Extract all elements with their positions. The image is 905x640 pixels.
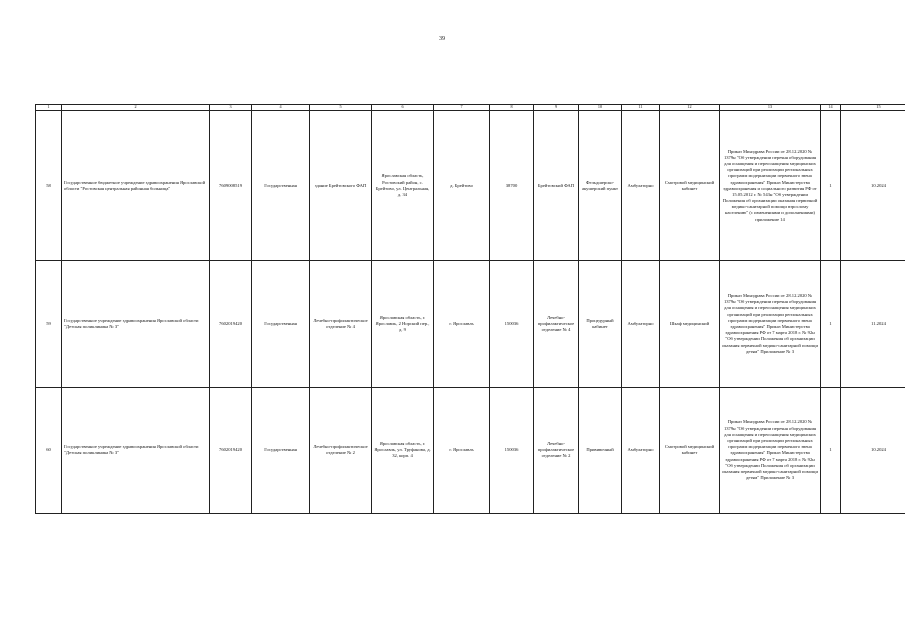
premise: Прививочный [579, 387, 622, 513]
column-number: 15 [841, 105, 905, 111]
column-number: 7 [434, 105, 490, 111]
structural-unit: Лечебно-профилактическое отделение № 4 [310, 261, 372, 387]
table-row [36, 261, 905, 387]
structural-unit: здание Брейтовского ФАП [310, 111, 372, 261]
column-number: 4 [252, 105, 310, 111]
page-number: 39 [439, 36, 445, 42]
table-row [36, 111, 905, 261]
locality: д. Брейтово [434, 111, 490, 261]
place-type: Лечебно-профилактическое отделение № 2 [534, 387, 579, 513]
quantity: 1 [821, 387, 841, 513]
address: Ярославская область, Ростовский район, с. Брейтово, ул. Центральная, д. 34 [372, 111, 434, 261]
equipment-profile: Шкаф медицинский [660, 261, 720, 387]
legal-basis: Приказ Минздрава России от 28.12.2020 № 1379н "Об утверждении перечня оборудования для оснащения и переоснащения медицинских организаций при реализации региональных программ модернизации первичного звена здравоохранения" Приказ Министерства здравоохранения и социального развития РФ от 15.05.2012 г. № 543н "Об утверждении Положения об организации оказания первичной медико-санитарной помощи взрослому населению" (с изменениями и дополнениями) приложение 14 [720, 111, 821, 261]
address: Ярославская область, г. Ярославль, 2 Норский пер., д. 9 [372, 261, 434, 387]
column-number: 6 [372, 105, 434, 111]
organization-name: Государственное учреждение здравоохранения Ярославской области "Детская поликлиника № 3" [62, 261, 210, 387]
column-number: 10 [579, 105, 622, 111]
locality: г. Ярославль [434, 261, 490, 387]
date: 10.2024 [841, 111, 905, 261]
legal-basis: Приказ Минздрава России от 28.12.2020 № 1379н "Об утверждении перечня оборудования для оснащения и переоснащения медицинских организаций при реализации региональных программ модернизации первичного звена здравоохранения" Приказ Министерства здравоохранения РФ от 7 марта 2018 г. № 92н "Об утверждении Положения об организации оказания первичной медико-санитарной помощи детям" Приложение № 3 [720, 387, 821, 513]
date: 10.2024 [841, 387, 905, 513]
column-number: 9 [534, 105, 579, 111]
premise: Процедурный кабинет [579, 261, 622, 387]
date: 11.2024 [841, 261, 905, 387]
inn: 7609008519 [210, 111, 252, 261]
care-conditions: Амбулаторно [622, 387, 660, 513]
table-row [36, 387, 905, 513]
inn: 7602019420 [210, 387, 252, 513]
quantity: 1 [821, 111, 841, 261]
care-conditions: Амбулаторно [622, 111, 660, 261]
column-number: 14 [821, 105, 841, 111]
column-number: 8 [490, 105, 534, 111]
inn: 7602019420 [210, 261, 252, 387]
place-type: Брейтовский ФАП [534, 111, 579, 261]
postal-code: 150036 [490, 387, 534, 513]
postal-code: 38700 [490, 111, 534, 261]
column-number: 3 [210, 105, 252, 111]
address: Ярославская область, г. Ярославль, ул. Труфанова, д. 32, корп. 4 [372, 387, 434, 513]
register-table [35, 104, 905, 514]
row-number: 58 [36, 111, 62, 261]
column-number: 2 [62, 105, 210, 111]
column-number: 1 [36, 105, 62, 111]
quantity: 1 [821, 261, 841, 387]
legal-basis: Приказ Минздрава России от 28.12.2020 № 1379н "Об утверждении перечня оборудования для оснащения и переоснащения медицинских организаций при реализации региональных программ модернизации первичного звена здравоохранения" Приказ Министерства здравоохранения РФ от 7 марта 2018 г. № 92н "Об утверждении Положения об организации оказания первичной медико-санитарной помощи детям" Приложение № 3 [720, 261, 821, 387]
equipment-profile: Смотровой медицинский кабинет [660, 111, 720, 261]
organization-name: Государственное бюджетное учреждение здравоохранения Ярославской области "Ростовская центральная районная больница" [62, 111, 210, 261]
ownership-form: Государственная [252, 387, 310, 513]
column-number: 13 [720, 105, 821, 111]
column-number: 11 [622, 105, 660, 111]
column-number: 12 [660, 105, 720, 111]
place-type: Лечебно-профилактическое отделение № 4 [534, 261, 579, 387]
locality: г. Ярославль [434, 387, 490, 513]
ownership-form: Государственная [252, 261, 310, 387]
equipment-profile: Смотровой медицинский кабинет [660, 387, 720, 513]
premise: Фельдшерско-акушерский пункт [579, 111, 622, 261]
column-number: 5 [310, 105, 372, 111]
row-number: 60 [36, 387, 62, 513]
ownership-form: Государственная [252, 111, 310, 261]
organization-name: Государственное учреждение здравоохранения Ярославской области "Детская поликлиника № 3" [62, 387, 210, 513]
structural-unit: Лечебно-профилактическое отделение № 2 [310, 387, 372, 513]
postal-code: 150036 [490, 261, 534, 387]
row-number: 59 [36, 261, 62, 387]
care-conditions: Амбулаторно [622, 261, 660, 387]
